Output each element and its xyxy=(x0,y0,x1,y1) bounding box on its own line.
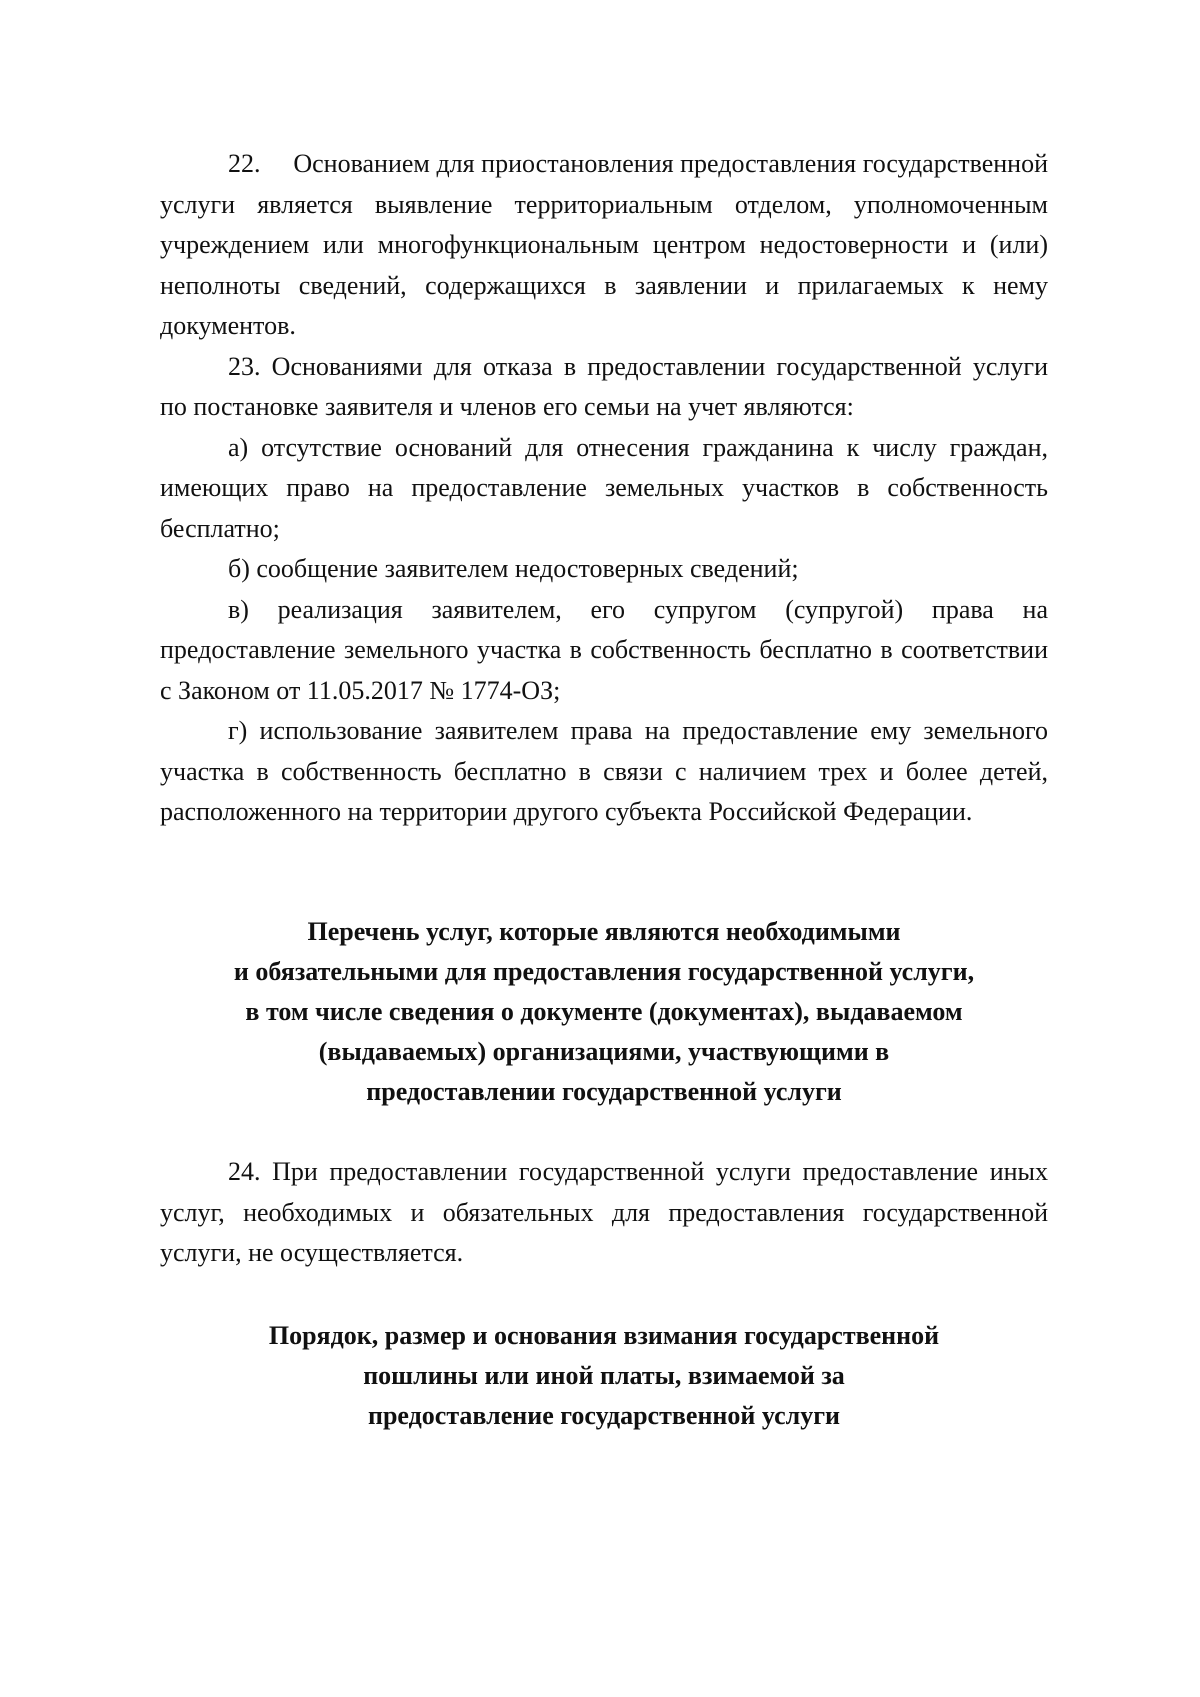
paragraph-23-g: г) использование заявителем права на предоставление ему земельного участка в собственность бесплатно в связи с наличием трех и более детей, расположенного на территории другого субъекта Российской Федерации. xyxy=(160,716,1048,826)
paragraph-24: 24. При предоставлении государственной услуги предоставление иных услуг, необходимых и обязательных для предоставления государственной услуги, не осуществляется. xyxy=(160,1157,1048,1267)
paragraph-23-b: б) сообщение заявителем недостоверных сведений; xyxy=(228,554,799,583)
paragraph-22: 22. Основанием для приостановления предоставления государственной услуги является выявление территориальным отделом, уполномоченным учреждением или многофункциональным центром недостоверности и (или) неполноты сведений, содержащихся в заявлении и прилагаемых к нему документов. xyxy=(160,149,1048,340)
paragraph-24-block xyxy=(160,1152,1048,1274)
heading-line: пошлины или иной платы, взимаемой за xyxy=(363,1361,845,1390)
heading-line: Порядок, размер и основания взимания государственной xyxy=(268,1321,940,1350)
section-heading-state-fee xyxy=(160,1316,1048,1436)
heading-line: (выдаваемых) организациями, участвующими в xyxy=(318,1037,890,1066)
paragraph-23-v: в) реализация заявителем, его супругом (супругой) права на предоставление земельного участка в собственность бесплатно в соответствии с Законом от 11.05.2017 № 1774-ОЗ; xyxy=(160,594,1048,705)
section-heading-services-list xyxy=(160,912,1048,1112)
heading-line: предоставлении государственной услуги xyxy=(366,1077,842,1106)
paragraph-23: 23. Основаниями для отказа в предоставлении государственной услуги по постановке заявителя и членов его семьи на учет являются: xyxy=(160,351,1048,421)
paragraphs-22-23 xyxy=(160,144,1048,833)
heading-line: предоставление государственной услуги xyxy=(367,1401,841,1430)
heading-line: в том числе сведения о документе (документах), выдаваемом xyxy=(245,997,963,1026)
heading-line: Перечень услуг, которые являются необходимыми xyxy=(307,917,901,946)
heading-line: и обязательными для предоставления государственной услуги, xyxy=(233,957,975,986)
paragraph-23-a: а) отсутствие оснований для отнесения гражданина к числу граждан, имеющих право на предоставление земельных участков в собственность бесплатно; xyxy=(160,432,1048,543)
